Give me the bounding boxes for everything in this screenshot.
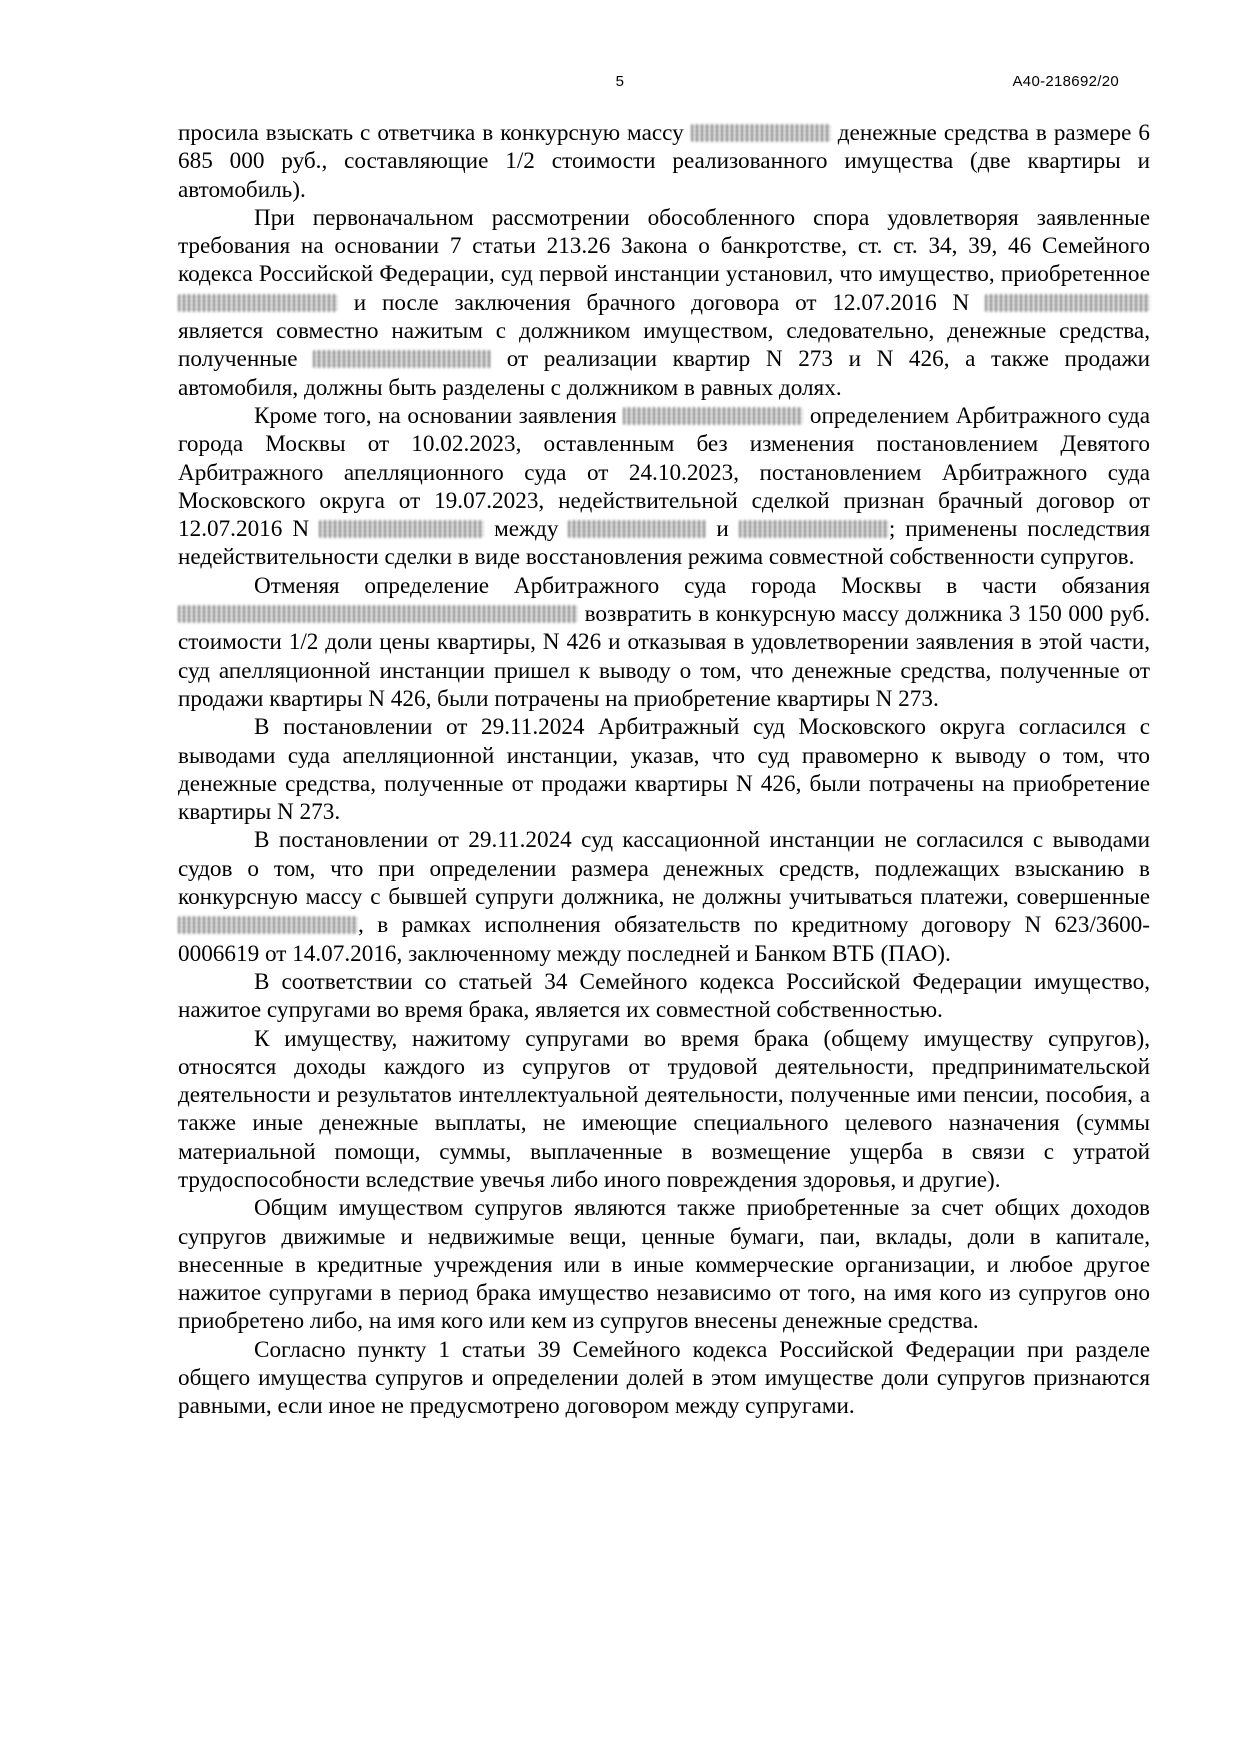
paragraph [178,572,1150,713]
paragraph [178,1336,1150,1421]
paragraph-text: просила взыскать с ответчика в конкурсную массу [178,120,691,146]
paragraph-text: возвратить в конкурсную массу должника 3 150 000 руб. стоимости 1/2 доли цены квартиры, N 426 и отказывая в удовлетворении заявления в этой части, суд апелляционной инстанции пришел к выводу о том, что денежные средства, полученные от продажи квартиры N 426, были потрачены на приобретение квартиры N 273. [178,601,1150,712]
redacted-name [178,916,358,934]
paragraph [178,1194,1150,1335]
paragraph-text: Кроме того, на основании заявления [254,402,624,429]
paragraph-text: и после заключения брачного договора от 12.07.2016 N [338,289,985,316]
paragraph-text: от реализации квартир N 273 и N 426, а также продажи автомобиля, должны быть разделены с должником в равных долях. [178,346,1150,401]
paragraph-text: К имуществу, нажитому супругами во время брака (общему имуществу супругов), относятся доходы каждого из супругов от трудовой деятельности, предпринимательской деятельности и результатов интеллектуальной деятельности, полученные ими пенсии, пособия, а также иные денежные выплаты, не имеющие специального целевого назначения (суммы материальной помощи, суммы, выплаченные в возмещение ущерба в связи с утратой трудоспособности вследствие увечья либо иного повреждения здоровья, и другие). [178,1025,1150,1193]
case-number: А40-218692/20 [1012,73,1119,90]
paragraph-text: является совместно нажитым с должником имуществом, следовательно, денежные средства, полученные [178,318,1150,373]
paragraph-text: Согласно пункту 1 статьи 39 Семейного кодекса Российской Федерации при разделе общего имущества супругов и определении долей в этом имуществе доли супругов признаются равными, если иное не предусмотрено договором между супругами. [178,1336,1150,1420]
paragraph [178,968,1150,1025]
redacted-name [568,520,706,538]
document-body [178,119,1150,1421]
paragraph-text: ; применены последствия недействительности сделки в виде восстановления режима совместной собственности супругов. [178,516,1150,571]
paragraph [178,119,1150,204]
paragraph-text: между [484,516,569,543]
redacted-name [985,294,1150,312]
paragraph [178,713,1150,826]
redacted-name [623,407,803,425]
paragraph-text: , в рамках исполнения обязательств по кредитному договору N 623/3600-0006619 от 14.07.2016, заключенному между последней и Банком ВТБ (ПАО). [178,912,1150,967]
redacted-name [739,520,889,538]
paragraph-text: В постановлении от 29.11.2024 Арбитражный суд Московского округа согласился с выводами суда апелляционной инстанции, указав, что суд правомерно к выводу о том, что денежные средства, полученные от продажи квартиры N 426, были потрачены на приобретение квартиры N 273. [178,714,1150,826]
paragraph-text: и [706,516,739,543]
paragraph [178,402,1150,572]
paragraph-text: денежные средства в размере 6 685 000 руб., составляющие 1/2 стоимости реализованного имущества (две квартиры и автомобиль). [178,120,1150,203]
redacted-name [691,124,831,142]
redacted-name [313,350,491,368]
paragraph-text: В постановлении от 29.11.2024 суд кассационной инстанции не согласился с выводами судов о том, что при определении размера денежных средств, подлежащих взысканию в конкурсную массу с бывшей супруги должника, не должны учитываться платежи, совершенные [178,827,1150,911]
paragraph [178,826,1150,967]
paragraph-text: определением Арбитражного суда города Москвы от 10.02.2023, оставленным без изменения постановлением Девятого Арбитражного апелляционного суда от 24.10.2023, постановлением Арбитражного суда Московского округа от 19.07.2023, недействительной сделкой признан брачный договор от 12.07.2016 N [178,402,1150,543]
page-number: 5 [615,73,625,90]
redacted-name [178,294,338,312]
paragraph-text: В соответствии со статьей 34 Семейного кодекса Российской Федерации имущество, нажитое супругами во время брака, является их совместной собственностью. [178,968,1150,1024]
redacted-name [178,605,578,623]
paragraph [178,204,1150,402]
paragraph-text: Общим имуществом супругов являются также приобретенные за счет общих доходов супругов движимые и недвижимые вещи, ценные бумаги, паи, вклады, доли в капитале, внесенные в кредитные учреждения или в иные коммерческие организации, и любое другое нажитое супругами в период брака имущество независимо от того, на имя кого из супругов оно приобретено либо, на имя кого или кем из супругов внесены денежные средства. [178,1195,1150,1335]
redacted-name [319,520,484,538]
paragraph-text: При первоначальном рассмотрении обособленного спора удовлетворяя заявленные требования на основании 7 статьи 213.26 Закона о банкротстве, ст. ст. 34, 39, 46 Семейного кодекса Российской Федерации, суд первой инстанции установил, что имущество, приобретенное [178,204,1150,288]
paragraph-text: Отменяя определение Арбитражного суда города Москвы в части обязания [254,572,1150,599]
paragraph [178,1025,1150,1195]
